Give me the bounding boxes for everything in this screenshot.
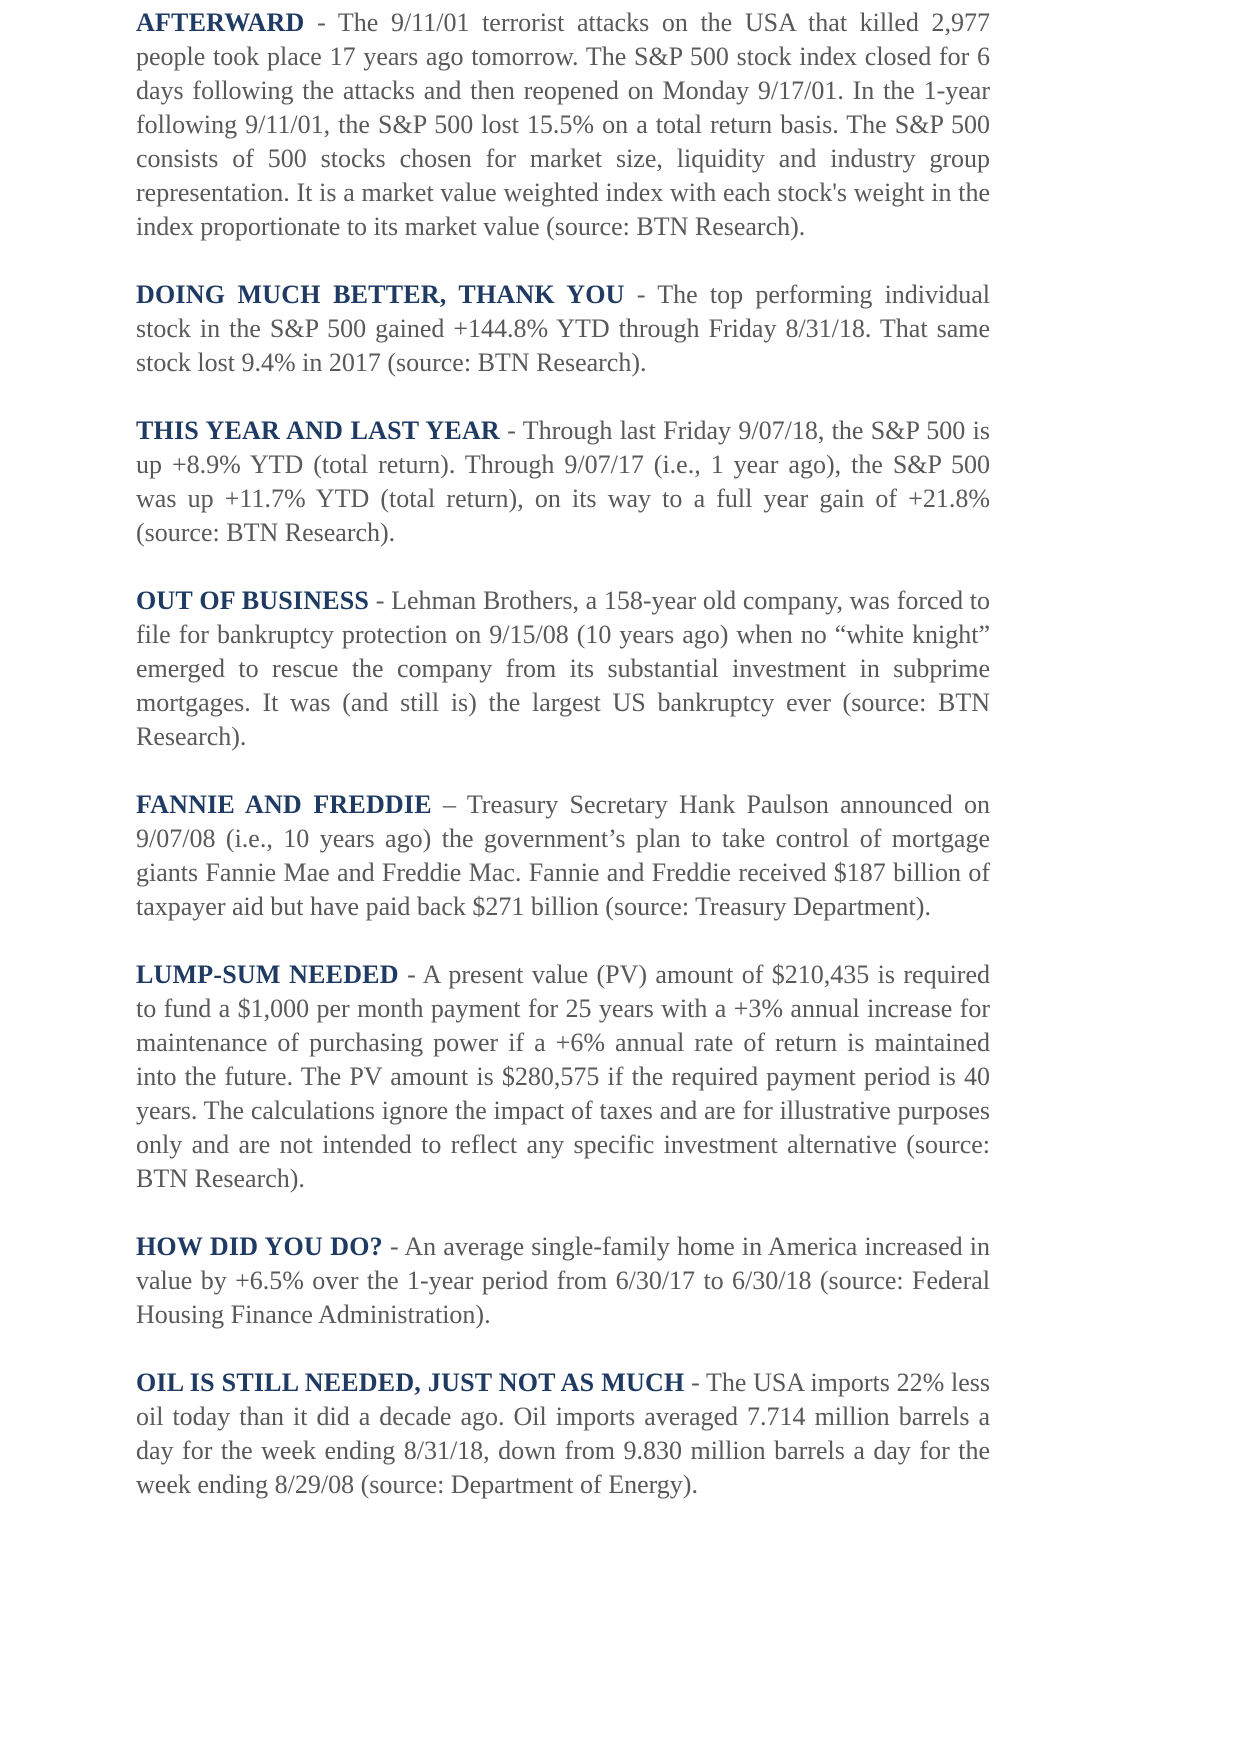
paragraph-heading: HOW DID YOU DO? xyxy=(136,1232,383,1261)
paragraph-body: - The USA imports 22% less oil today than it did a decade ago. Oil imports averaged 7.714 million barrels a day for the week ending 8/31/18, down from 9.830 million barrels a day for the week ending 8/29/08 (source: Department of Energy). xyxy=(136,1368,990,1499)
news-paragraph-lump-sum-needed xyxy=(136,958,990,1196)
paragraph-heading: FANNIE AND FREDDIE xyxy=(136,790,432,819)
paragraph-heading: DOING MUCH BETTER, THANK YOU xyxy=(136,280,625,309)
paragraph-body: - Lehman Brothers, a 158-year old company, was forced to file for bankruptcy protection on 9/15/08 (10 years ago) when no “white knight” emerged to rescue the company from its substantial investment in subprime mortgages. It was (and still is) the largest US bankruptcy ever (source: BTN Research). xyxy=(136,586,991,751)
news-paragraph-doing-much-better xyxy=(136,278,990,380)
paragraph-heading: THIS YEAR AND LAST YEAR xyxy=(136,416,500,445)
paragraph-body: - Through last Friday 9/07/18, the S&P 500 is up +8.9% YTD (total return). Through 9/07/17 (i.e., 1 year ago), the S&P 500 was up +11.7% YTD (total return), on its way to a full year gain of +21.8% (source: BTN Research). xyxy=(136,416,991,547)
paragraph-body: – Treasury Secretary Hank Paulson announced on 9/07/08 (i.e., 10 years ago) the government’s plan to take control of mortgage giants Fannie Mae and Freddie Mac. Fannie and Freddie received $187 billion of taxpayer aid but have paid back $271 billion (source: Treasury Department). xyxy=(136,790,991,921)
news-paragraph-how-did-you-do xyxy=(136,1230,990,1332)
paragraph-body: - An average single-family home in America increased in value by +6.5% over the 1-year period from 6/30/17 to 6/30/18 (source: Federal Housing Finance Administration). xyxy=(136,1232,990,1329)
news-paragraph-this-year-and-last-year xyxy=(136,414,990,550)
paragraph-body: - The top performing individual stock in the S&P 500 gained +144.8% YTD through Friday 8/31/18. That same stock lost 9.4% in 2017 (source: BTN Research). xyxy=(136,280,990,377)
paragraph-body: - A present value (PV) amount of $210,435 is required to fund a $1,000 per month payment for 25 years with a +3% annual increase for maintenance of purchasing power if a +6% annual rate of return is maintained into the future. The PV amount is $280,575 if the required payment period is 40 years. The calculations ignore the impact of taxes and are for illustrative purposes only and are not intended to reflect any specific investment alternative (source: BTN Research). xyxy=(136,960,990,1193)
news-paragraph-afterward xyxy=(136,6,990,244)
paragraph-body: - The 9/11/01 terrorist attacks on the USA that killed 2,977 people took place 17 years ago tomorrow. The S&P 500 stock index closed for 6 days following the attacks and then reopened on Monday 9/17/01. In the 1-year following 9/11/01, the S&P 500 lost 15.5% on a total return basis. The S&P 500 consists of 500 stocks chosen for market size, liquidity and industry group representation. It is a market value weighted index with each stock's weight in the index proportionate to its market value (source: BTN Research). xyxy=(136,8,991,241)
paragraph-heading: AFTERWARD xyxy=(136,8,305,37)
news-paragraph-oil-is-still-needed xyxy=(136,1366,990,1502)
paragraph-heading: OUT OF BUSINESS xyxy=(136,586,370,615)
paragraph-heading: OIL IS STILL NEEDED, JUST NOT AS MUCH xyxy=(136,1368,685,1397)
news-paragraph-fannie-and-freddie xyxy=(136,788,990,924)
news-paragraph-out-of-business xyxy=(136,584,990,754)
paragraph-heading: LUMP-SUM NEEDED xyxy=(136,960,399,989)
